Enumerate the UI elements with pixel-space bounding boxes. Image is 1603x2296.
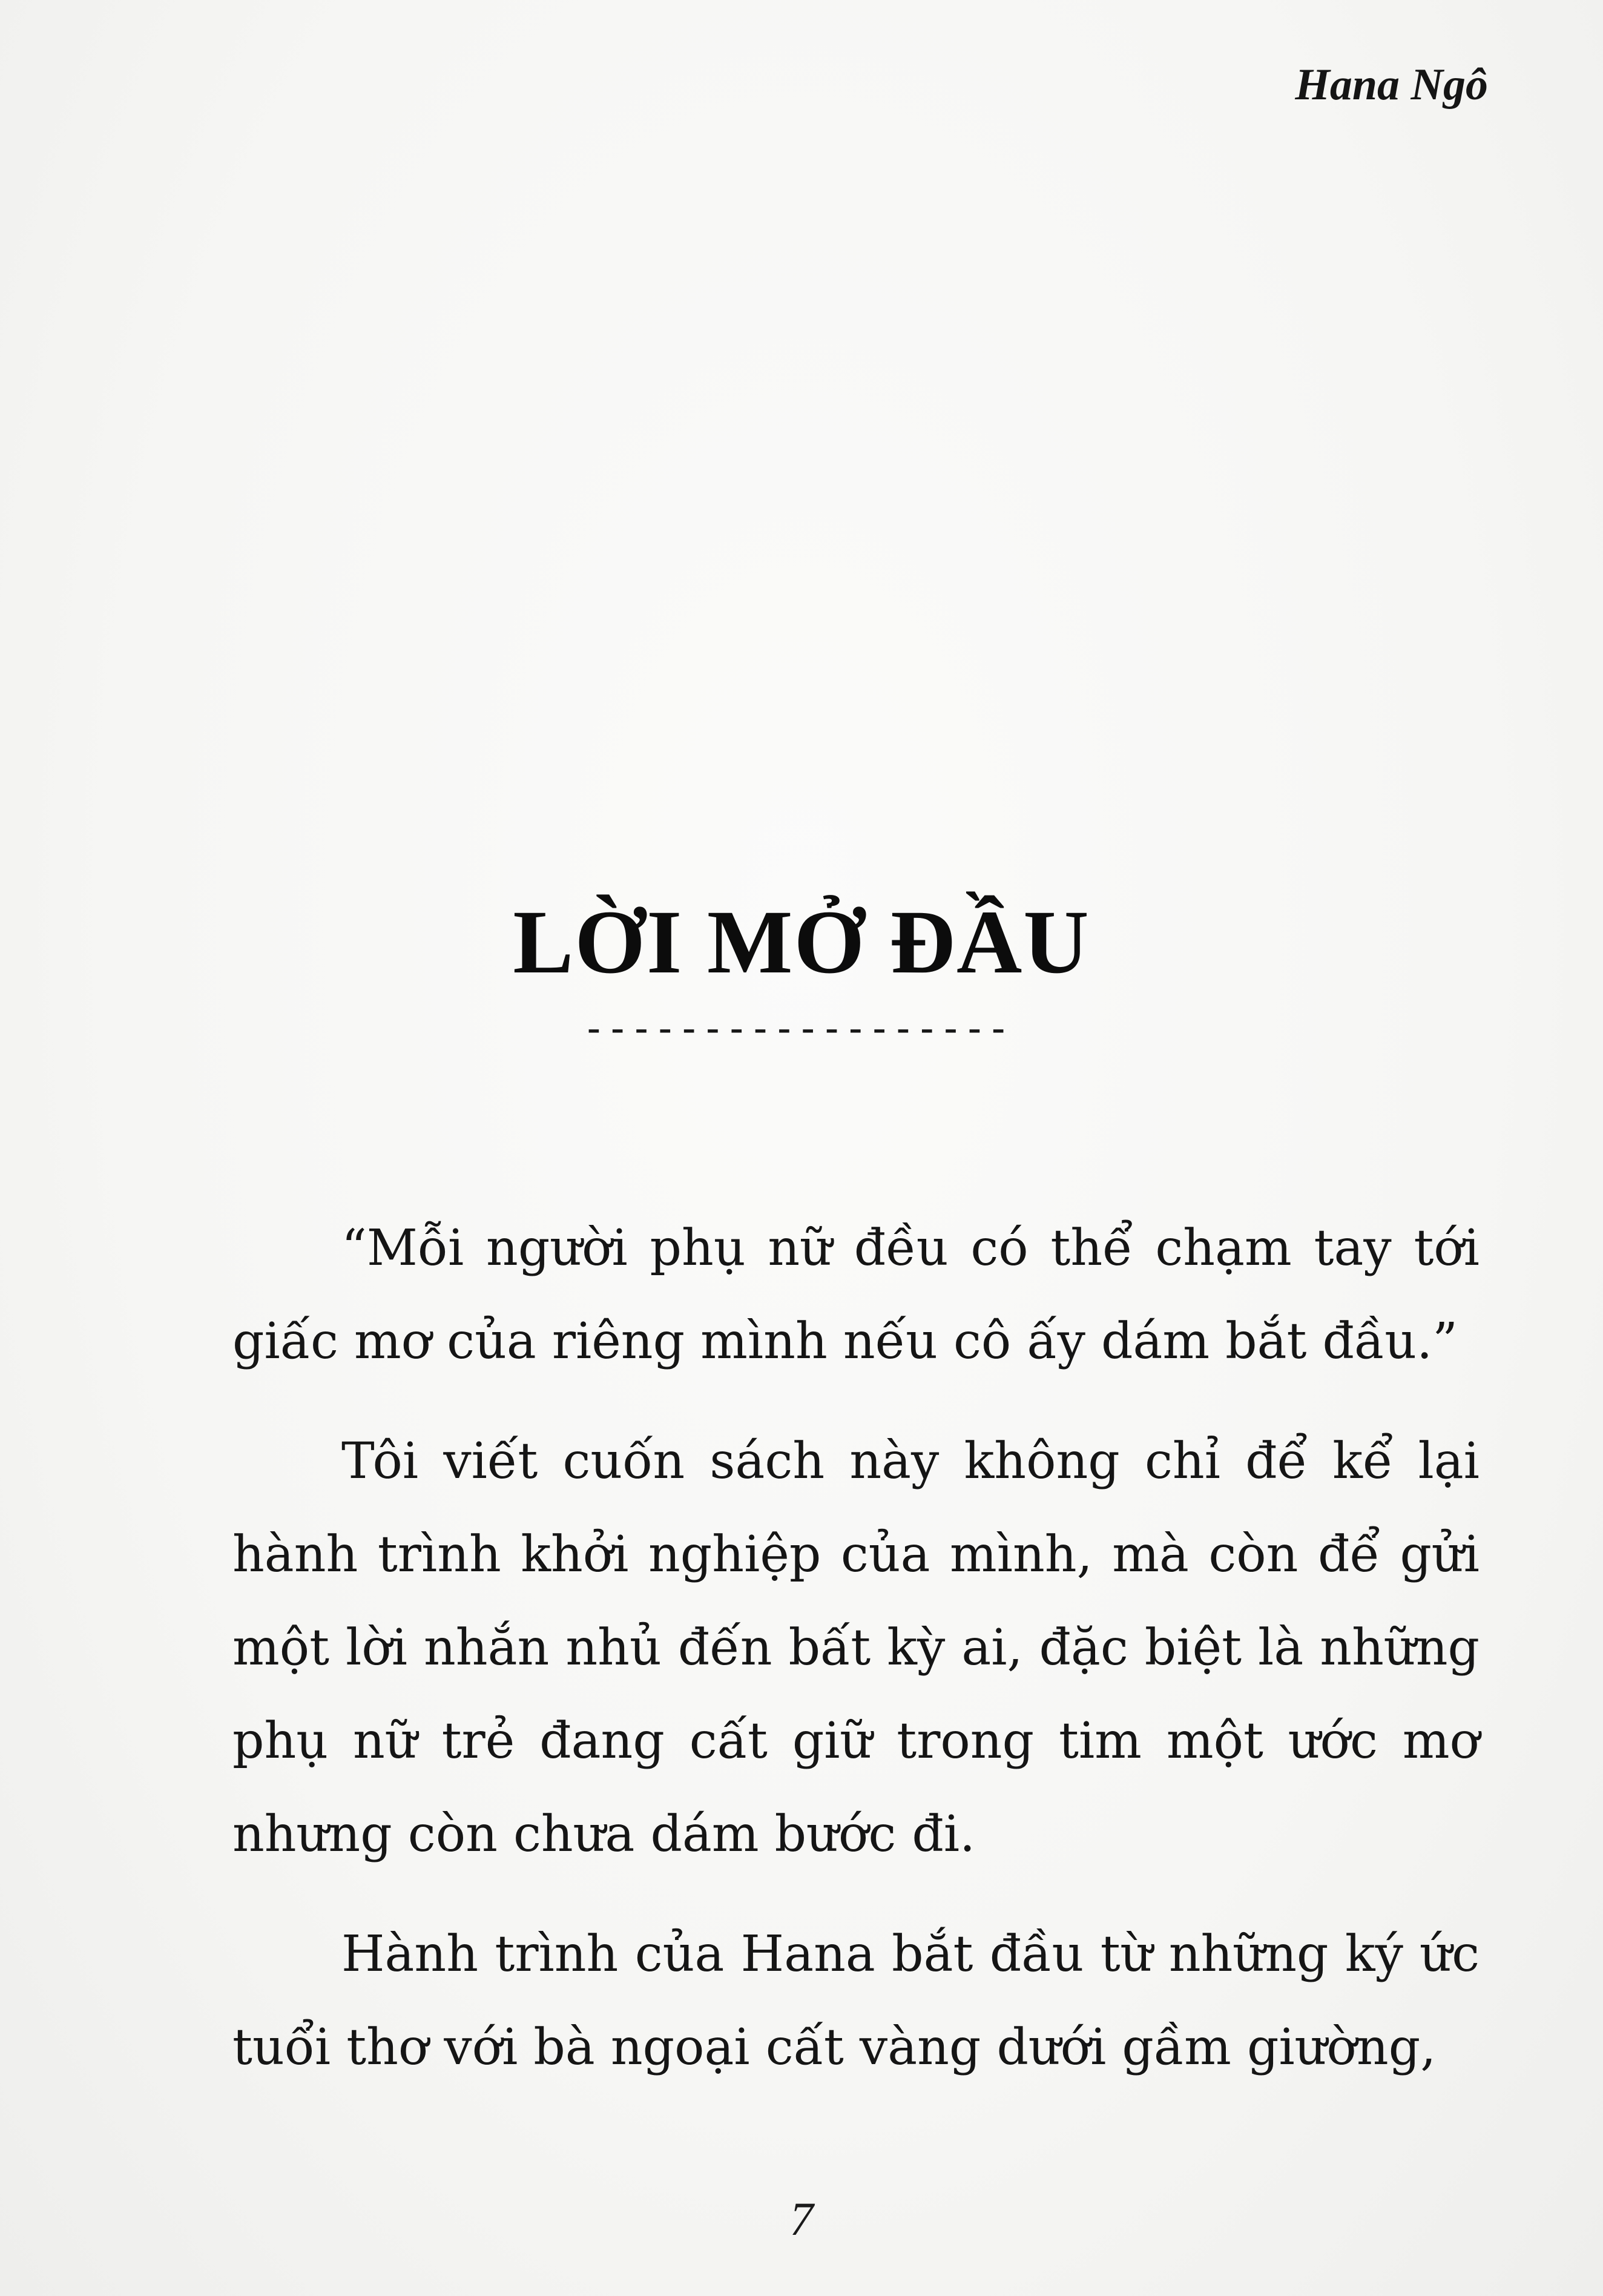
- paragraph-quote: “Mỗi người phụ nữ đều có thể chạm tay tới giấc mơ của riêng mình nếu cô ấy dám bắt đầu.”: [232, 1219, 1480, 1370]
- chapter-title: LỜI MỞ ĐẦU: [513, 892, 1090, 992]
- paragraph: Hành trình của Hana bắt đầu từ những ký ức tuổi thơ với bà ngoại cất vàng dưới gầm giường,: [232, 1925, 1480, 2076]
- title-dashed-rule: ------------------: [587, 1006, 1016, 1049]
- page-number: 7: [789, 2192, 814, 2245]
- body-text: [232, 1202, 1480, 2121]
- running-header-author: Hana Ngô: [1295, 60, 1488, 110]
- paragraph: Tôi viết cuốn sách này không chỉ để kể lại hành trình khởi nghiệp của mình, mà còn để gửi một lời nhắn nhủ đến bất kỳ ai, đặc biệt là những phụ nữ trẻ đang cất giữ trong tim một ước mơ nhưng còn chưa dám bước đi.: [232, 1433, 1480, 1863]
